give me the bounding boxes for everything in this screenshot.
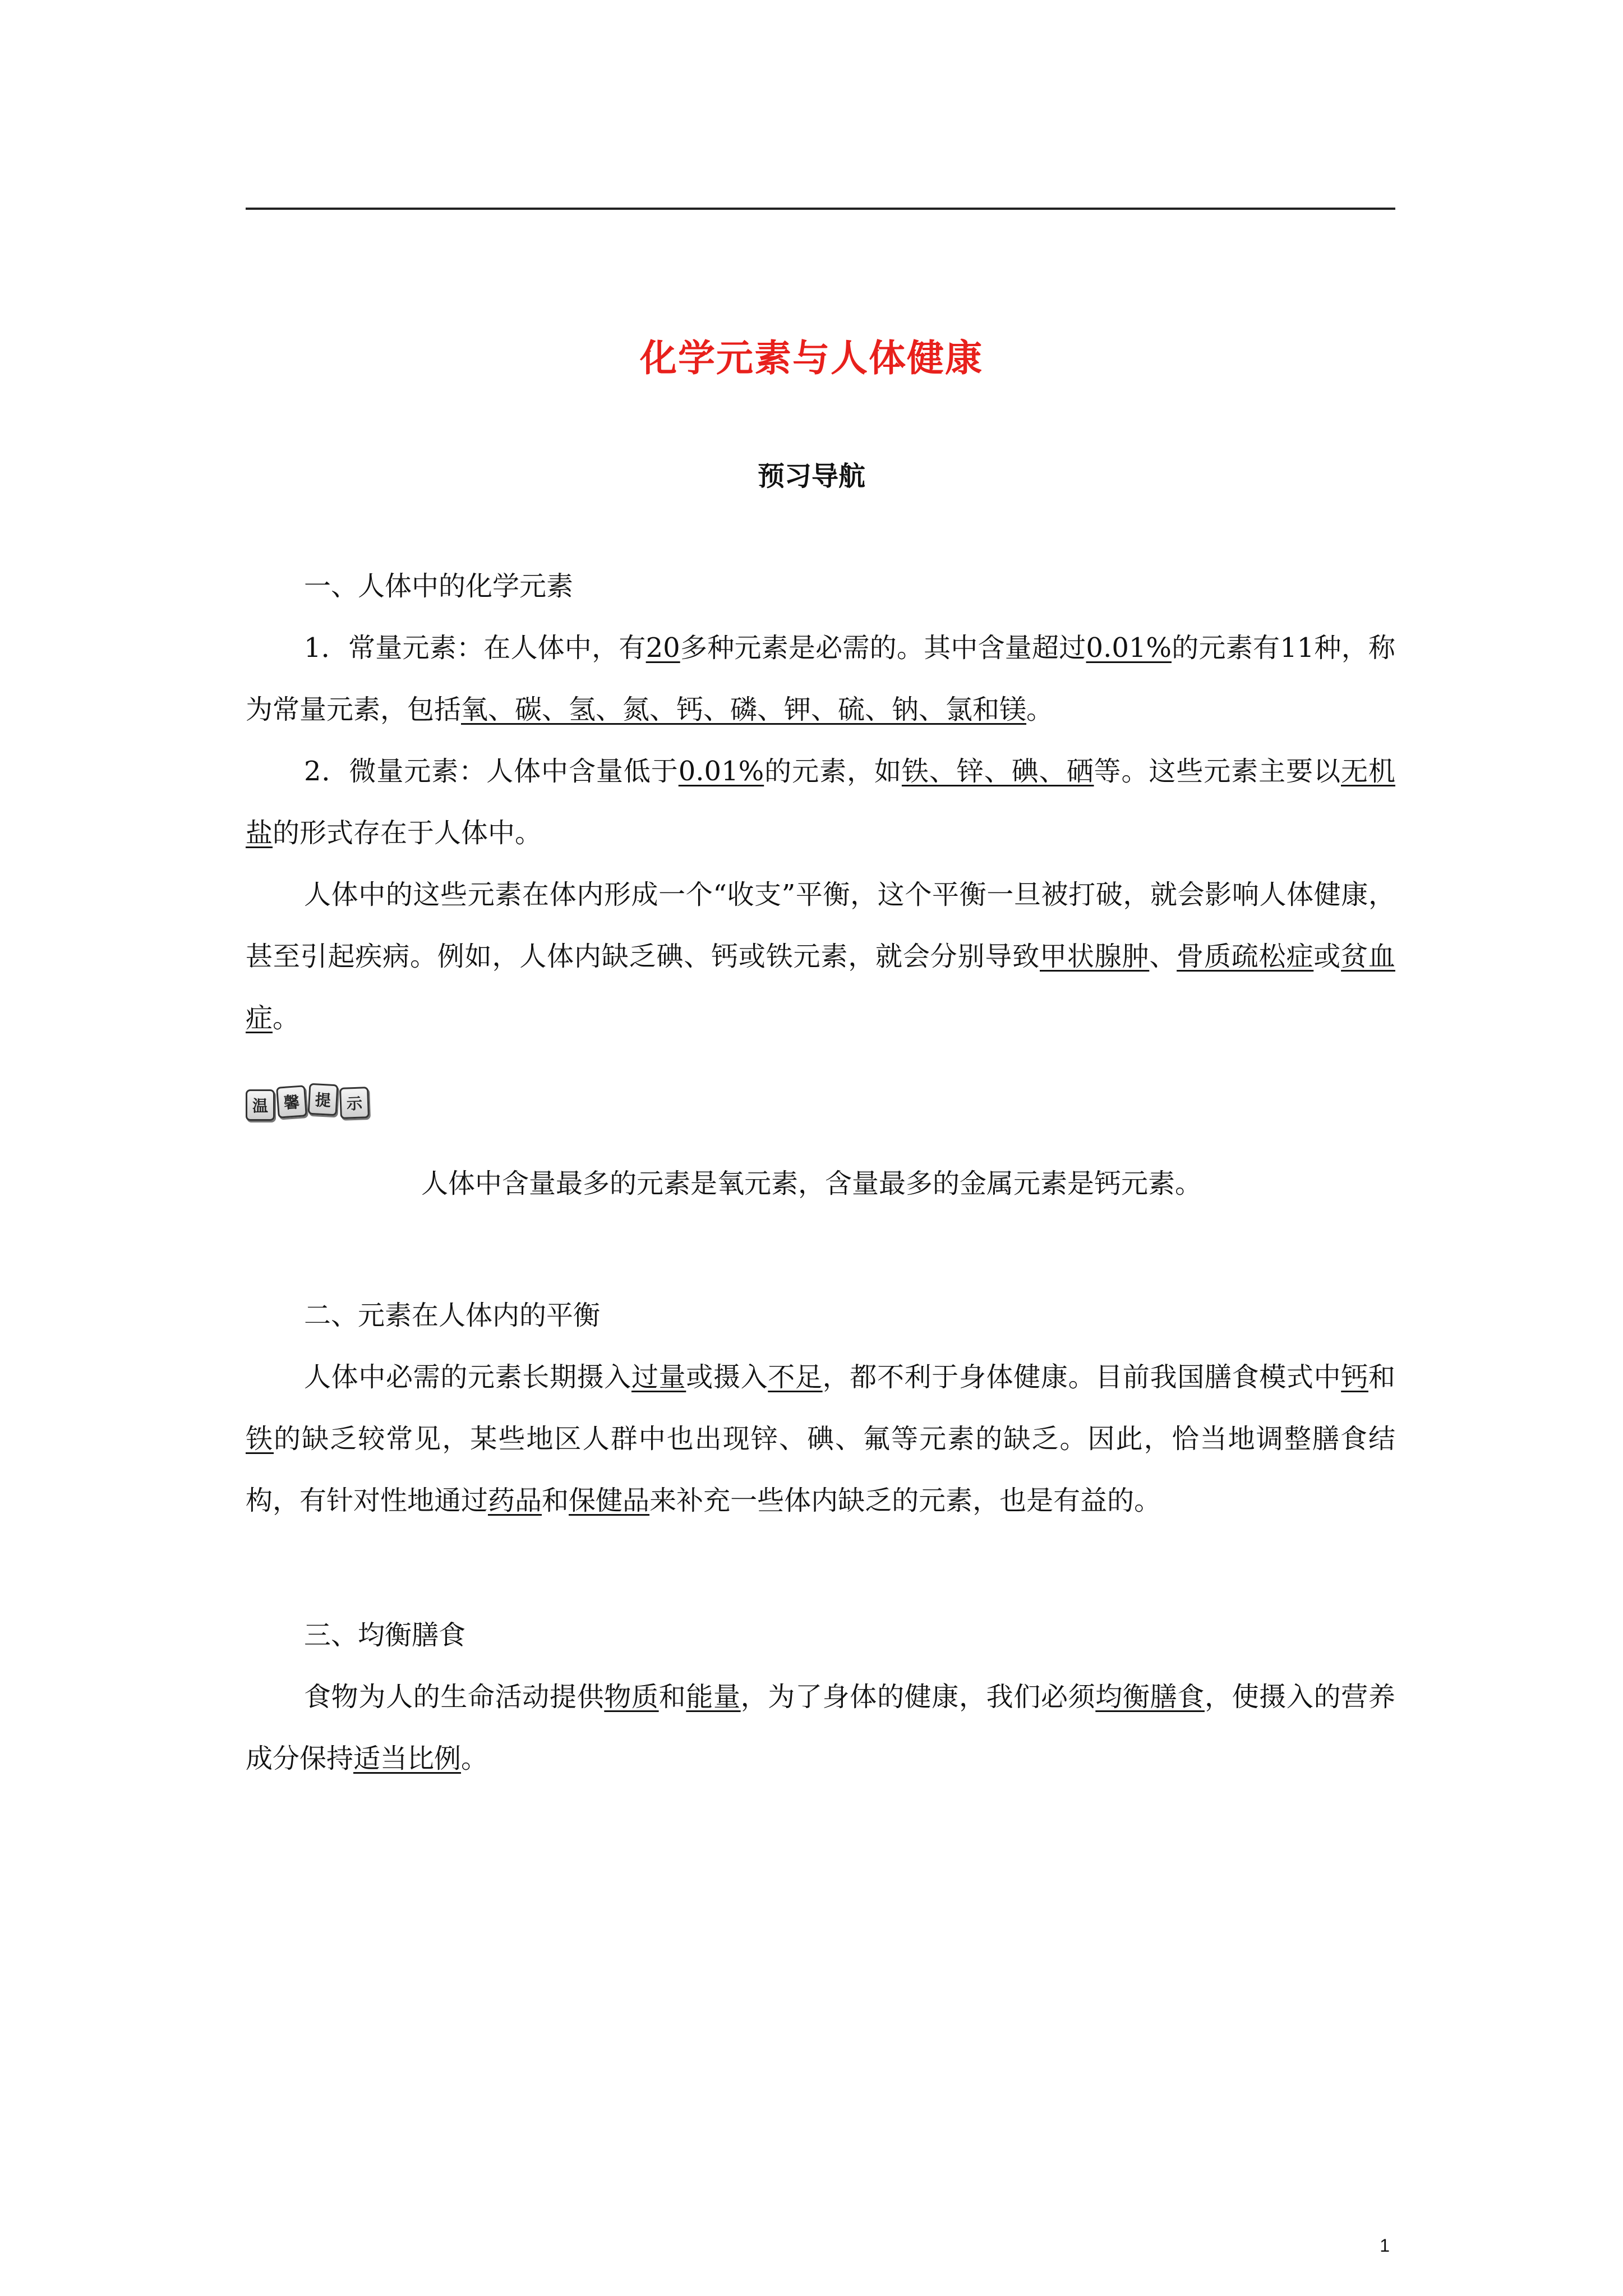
tip-badge-tile: 温 [246,1089,275,1121]
header-rule [246,208,1395,210]
text-run: ，都不利于身体健康。目前我国膳食模式中 [822,1361,1341,1393]
tip-badge-tile: 提 [308,1083,339,1116]
underlined-answer: 过量 [631,1361,686,1393]
page-number: 1 [1380,2235,1390,2256]
text-run: 2．微量元素：人体中含量低于 [304,756,679,787]
underlined-answer: 钙 [1341,1361,1368,1393]
text-run: 。 [1026,694,1054,725]
text-run: ，为了身体的健康，我们必须 [740,1681,1096,1713]
document-title: 化学元素与人体健康 [640,336,983,380]
underlined-answer: 20 [645,632,680,664]
tip-badge-tile: 示 [339,1087,370,1119]
underlined-answer: 能量 [686,1681,741,1713]
text-run: 食物为人的生命活动提供 [304,1681,605,1713]
underlined-answer: 均衡膳食 [1095,1681,1205,1713]
text-run: 或摄入 [686,1361,768,1393]
section2-paragraph-1 [246,1346,1395,1531]
section1-paragraph-3 [246,864,1395,1049]
underlined-answer: 铁 [246,1423,274,1455]
text-run: 。 [461,1743,488,1774]
underlined-answer: 铁、锌、碘、硒 [901,756,1094,787]
text-run: 的元素，如 [764,756,902,787]
section1-heading: 一、人体中的化学元素 [304,570,574,602]
tip-badge [246,1089,369,1121]
tip-badge-tile: 馨 [276,1085,307,1118]
text-run: 人体中必需的元素长期摄入 [304,1361,631,1393]
underlined-answer: 适当比例 [353,1743,462,1774]
text-run: 的形式存在于人体中。 [273,817,542,849]
underlined-answer: 0.01% [678,756,764,787]
text-run: 和 [1368,1361,1395,1393]
section3-paragraph-1 [246,1666,1395,1789]
underlined-answer: 物质 [604,1681,659,1713]
underlined-answer: 甲状腺肿 [1040,941,1150,972]
tip-text: 人体中含量最多的元素是氧元素，含量最多的金属元素是钙元素。 [421,1168,1202,1199]
text-run: 和 [658,1681,686,1713]
text-run: 等。这些元素主要以 [1094,756,1341,787]
underlined-answer: 0.01% [1086,632,1172,664]
text-run: 或 [1313,941,1341,972]
underlined-answer: 不足 [768,1361,823,1393]
text-run: ，使摄入的营养成分保持 [246,1681,1395,1774]
underlined-answer: 骨质疏松症 [1177,941,1314,972]
section-subtitle: 预习导航 [757,461,865,492]
section1-paragraph-2 [246,740,1395,864]
text-run: 的缺乏较常见，某些地区人群中也出现锌、碘、氟等元素的缺乏。因此，恰当地调整膳食结构，有针对性地通过 [246,1423,1395,1516]
underlined-answer: 药品 [488,1485,542,1516]
text-run: 的元素有11种，称为常量元素，包括 [246,632,1395,725]
text-run: 人体中的这些元素在体内形成一个“收支”平衡，这个平衡一旦被打破，就会影响人体健康，甚至引起疾病。例如，人体内缺乏碘、钙或铁元素，就会分别导致 [246,879,1395,972]
text-run: 来补充一些体内缺乏的元素，也是有益的。 [649,1485,1161,1516]
section3-heading: 三、均衡膳食 [304,1619,466,1651]
text-run: 多种元素是必需的。其中含量超过 [680,632,1086,664]
underlined-answer: 氧、碳、氢、氮、钙、磷、钾、硫、钠、氯和镁 [461,694,1027,725]
text-run: 和 [542,1485,569,1516]
section1-paragraph-1 [246,617,1395,740]
text-run: 、 [1149,941,1177,972]
underlined-answer: 贫血症 [246,941,1395,1034]
underlined-answer: 保健品 [569,1485,650,1516]
text-run: 1．常量元素：在人体中，有 [304,632,646,664]
text-run: 。 [273,1002,300,1034]
section2-heading: 二、元素在人体内的平衡 [304,1300,601,1331]
underlined-answer: 无机盐 [246,756,1395,849]
